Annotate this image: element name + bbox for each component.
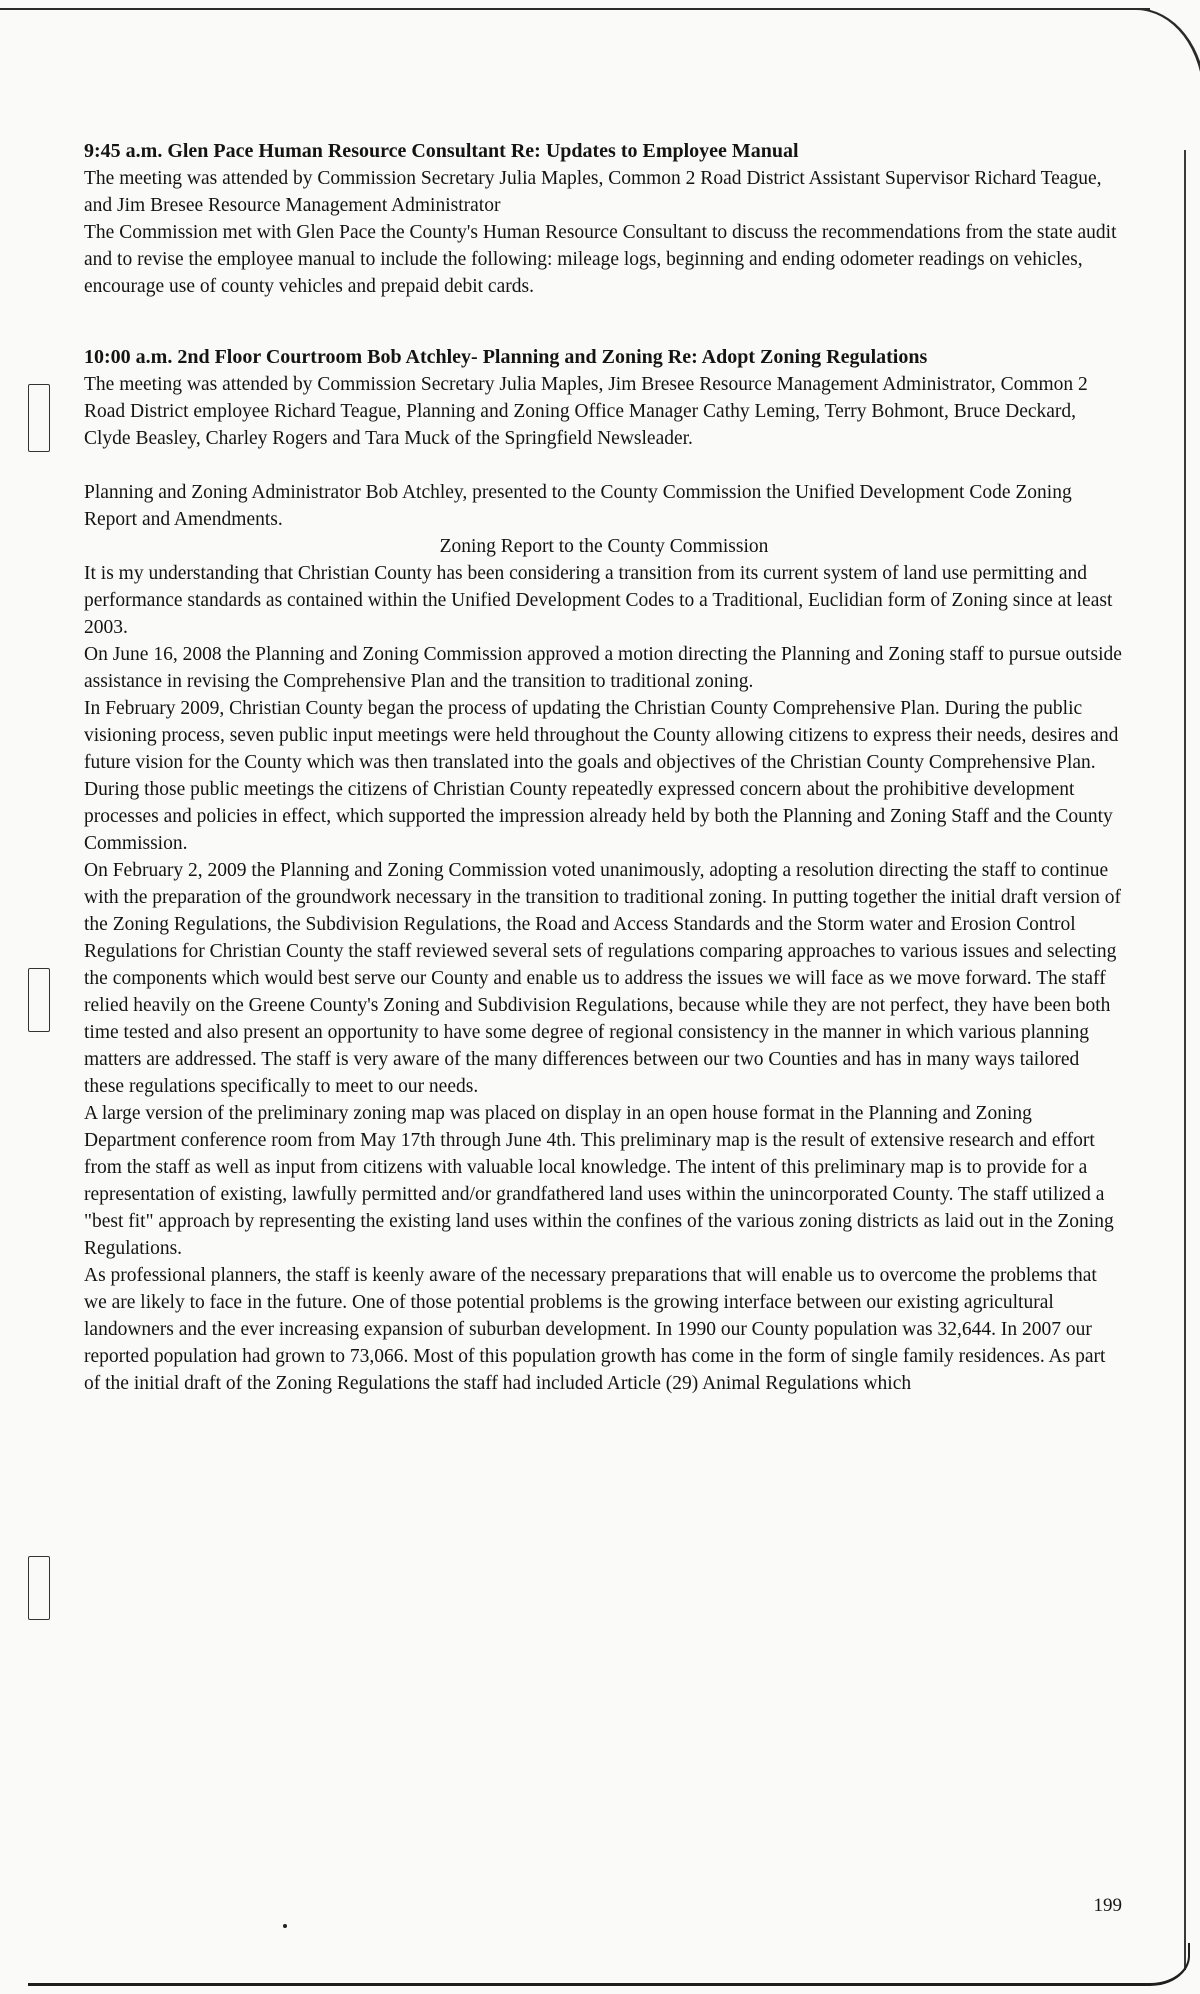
binder-hole-3 [28, 1556, 50, 1620]
section-heading: 9:45 a.m. Glen Pace Human Resource Consultant Re: Updates to Employee Manual [84, 140, 799, 162]
page-bottom-curve [28, 1943, 1190, 1986]
page-number: 199 [1093, 1895, 1122, 1916]
binder-hole-2 [28, 968, 50, 1032]
report-title: Zoning Report to the County Commission [439, 536, 769, 557]
attendance-paragraph: The meeting was attended by Commission Secretary Julia Maples, Common 2 Road District Assistant Supervisor Richard Teague, and Jim Bresee Resource Management Administrator [84, 168, 1102, 216]
section-zoning-regulations [84, 344, 1124, 452]
report-paragraph: It is my understanding that Christian County has been considering a transition from its current system of land use permitting and performance standards as contained within the Unified Development Codes to a Traditional, Euclidian form of Zoning since at least 2003. [84, 563, 1113, 638]
report-paragraph: On June 16, 2008 the Planning and Zoning Commission approved a motion directing the Planning and Zoning staff to pursue outside assistance in revising the Comprehensive Plan and the transition to traditional zoning. [84, 644, 1122, 692]
stray-mark [283, 1924, 287, 1928]
discussion-paragraph: The Commission met with Glen Pace the County's Human Resource Consultant to discuss the recommendations from the state audit and to revise the employee manual to include the following: mileage logs, beginning and ending odometer readings on vehicles, encourage use of county vehicles and prepaid debit cards. [84, 222, 1117, 297]
report-paragraph: As professional planners, the staff is keenly aware of the necessary preparations that will enable us to overcome the problems that we are likely to face in the future. One of those potential problems is the growing interface between our existing agricultural landowners and the ever increasing expansion of suburban development. In 1990 our County population was 32,644. In 2007 our reported population had grown to 73,066. Most of this population growth has come in the form of single family residences. As part of the initial draft of the Zoning Regulations the staff had included Article (29) Animal Regulations which [84, 1265, 1106, 1394]
binder-hole-1 [28, 384, 50, 452]
section-heading: 10:00 a.m. 2nd Floor Courtroom Bob Atchley- Planning and Zoning Re: Adopt Zoning Regulations [84, 346, 928, 368]
top-rule [0, 8, 1150, 10]
page-corner-curve [1133, 8, 1200, 160]
report-paragraph: A large version of the preliminary zoning map was placed on display in an open house format in the Planning and Zoning Department conference room from May 17th through June 4th. This preliminary map is the result of extensive research and effort from the staff as well as input from citizens with valuable local knowledge. The intent of this preliminary map is to provide for a representation of existing, lawfully permitted and/or grandfathered land uses within the unincorporated County. The staff utilized a "best fit" approach by representing the existing land uses within the confines of the various zoning districts as laid out in the Zoning Regulations. [84, 1103, 1114, 1259]
document-body [84, 138, 1124, 1397]
report-paragraph: In February 2009, Christian County began the process of updating the Christian County Comprehensive Plan. During the public visioning process, seven public input meetings were held throughout the County allowing citizens to express their needs, desires and future vision for the County which was then translated into the goals and objectives of the Christian County Comprehensive Plan. During those public meetings the citizens of Christian County repeatedly expressed concern about the prohibitive development processes and policies in effect, which supported the impression already held by both the Planning and Zoning Staff and the County Commission. [84, 698, 1119, 854]
attendance-paragraph: The meeting was attended by Commission Secretary Julia Maples, Jim Bresee Resource Management Administrator, Common 2 Road District employee Richard Teague, Planning and Zoning Office Manager Cathy Leming, Terry Bohmont, Bruce Deckard, Clyde Beasley, Charley Rogers and Tara Muck of the Springfield Newsleader. [84, 374, 1088, 449]
intro-paragraph: Planning and Zoning Administrator Bob Atchley, presented to the County Commission the Unified Development Code Zoning Report and Amendments. [84, 482, 1072, 530]
page-right-edge [1184, 150, 1186, 1970]
section-glen-pace [84, 138, 1124, 300]
report-paragraph: On February 2, 2009 the Planning and Zoning Commission voted unanimously, adopting a resolution directing the staff to continue with the preparation of the groundwork necessary in the transition to traditional zoning. In putting together the initial draft version of the Zoning Regulations, the Subdivision Regulations, the Road and Access Standards and the Storm water and Erosion Control Regulations for Christian County the staff reviewed several sets of regulations comparing approaches to various issues and selecting the components which would best serve our County and enable us to address the issues we will face as we move forward. The staff relied heavily on the Greene County's Zoning and Subdivision Regulations, because while they are not perfect, they have been both time tested and also present an opportunity to have some degree of regional consistency in the manner in which various planning matters are addressed. The staff is very aware of the many differences between our two Counties and has in many ways tailored these regulations specifically to meet to our needs. [84, 860, 1122, 1097]
